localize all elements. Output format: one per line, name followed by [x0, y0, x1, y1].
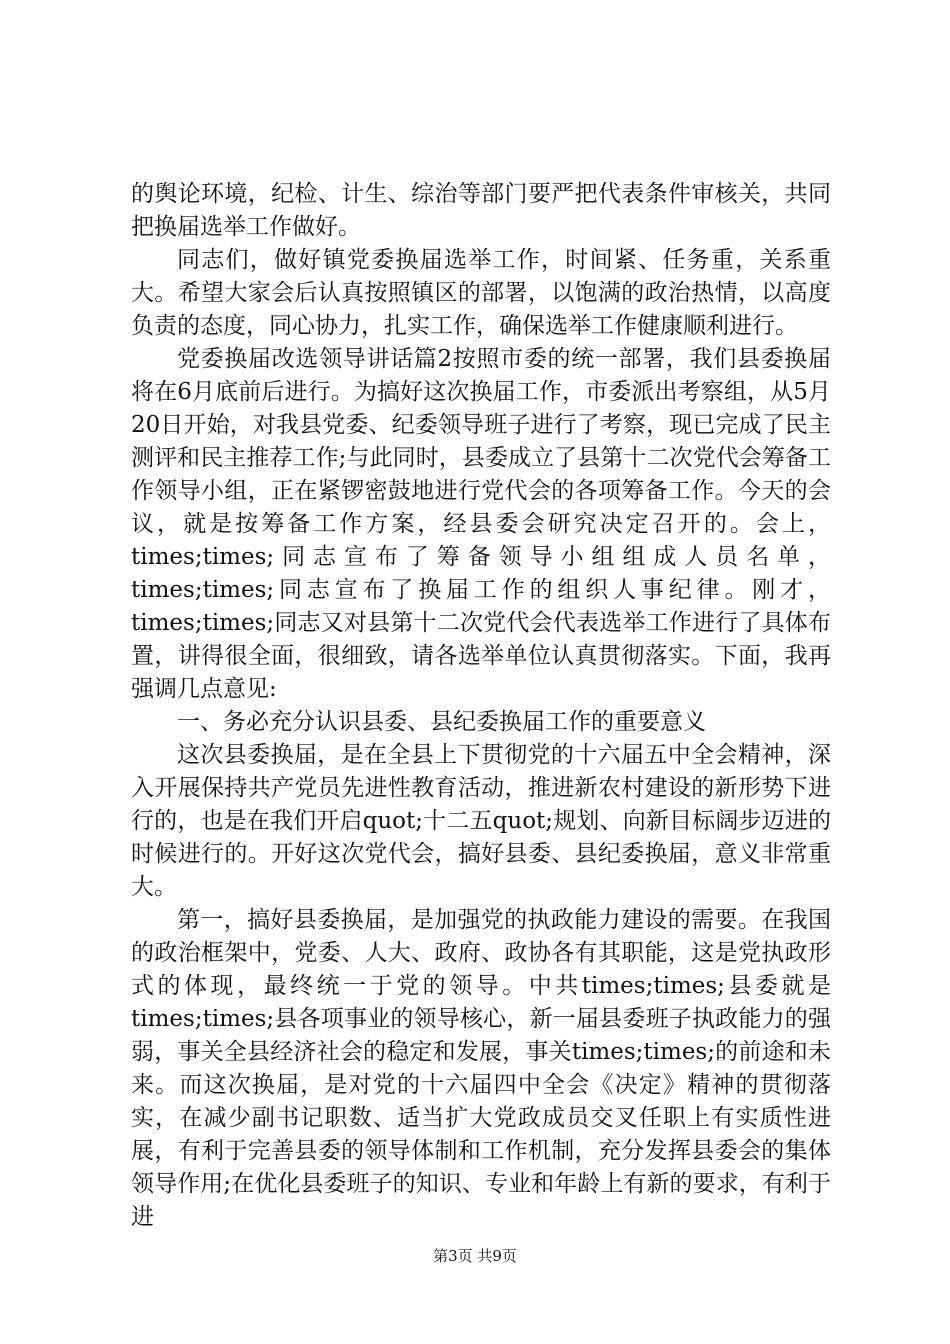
section-heading-1: 一、务必充分认识县委、县纪委换届工作的重要意义 — [177, 709, 706, 735]
paragraph-1: 的舆论环境，纪检、计生、综治等部门要严把代表条件审核关，共同把换届选举工作做好。 — [131, 181, 831, 240]
page-footer: 第3页 共9页 — [433, 1247, 517, 1265]
document-body — [131, 178, 831, 1234]
paragraph-3: 党委换届改选领导讲话篇2按照市委的统一部署，我们县委换届将在6月底前后进行。为搞好这次换届工作，市委派出考察组，从5月20日开始，对我县党委、纪委领导班子进行了考察，现已完成了民主测评和民主推荐工作;与此同时，县委成立了县第十二次党代会筹备工作领导小组，正在紧锣密鼓地进行党代会的各项筹备工作。今天的会议，就是按筹备工作方案，经县委会研究决定召开的。会上，times;times;同志宣布了筹备领导小组组成人员名单，times;times;同志宣布了换届工作的组织人事纪律。刚才，times;times;同志又对县第十二次党代会代表选举工作进行了具体布置，讲得很全面，很细致，请各选举单位认真贯彻落实。下面，我再强调几点意见: — [131, 346, 831, 702]
paragraph-5: 第一，搞好县委换届，是加强党的执政能力建设的需要。在我国的政治框架中，党委、人大、政府、政协各有其职能，这是党执政形式的体现，最终统一于党的领导。中共times;times;县委就是times;times;县各项事业的领导核心，新一届县委班子执政能力的强弱，事关全县经济社会的稳定和发展，事关times;times;的前途和未来。而这次换届，是对党的十六届四中全会《决定》精神的贯彻落实，在减少副书记职数、适当扩大党政成员交叉任职上有实质性进展，有利于完善县委的领导体制和工作机制，充分发挥县委会的集体领导作用;在优化县委班子的知识、专业和年龄上有新的要求，有利于进 — [131, 907, 831, 1230]
paragraph-4: 这次县委换届，是在全县上下贯彻党的十六届五中全会精神，深入开展保持共产党员先进性教育活动，推进新农村建设的新形势下进行的，也是在我们开启quot;十二五quot;规划、向新目标阔步迈进的时候进行的。开好这次党代会，搞好县委、县纪委换届，意义非常重大。 — [131, 742, 831, 900]
paragraph-2: 同志们，做好镇党委换届选举工作，时间紧、任务重，关系重大。希望大家会后认真按照镇区的部署，以饱满的政治热情，以高度负责的态度，同心协力，扎实工作，确保选举工作健康顺利进行。 — [131, 247, 831, 339]
